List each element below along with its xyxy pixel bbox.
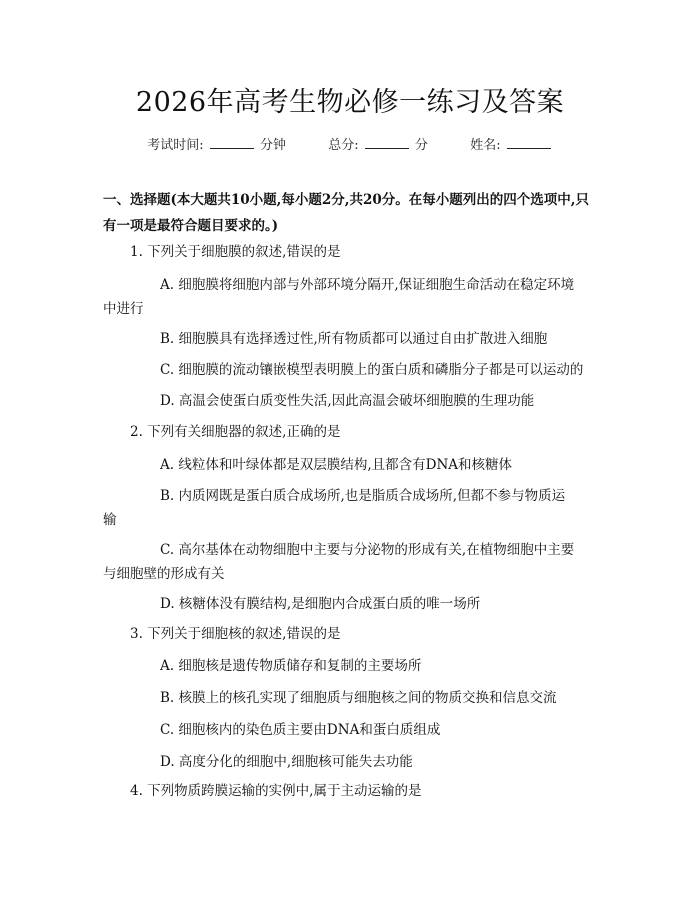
question-1-stem: 1. 下列关于细胞膜的叙述,错误的是 [130,244,341,260]
question-4-stem: 4. 下列物质跨膜运输的实例中,属于主动运输的是 [130,783,422,799]
exam-name [470,138,553,153]
page-title: 2026年高考生物必修一练习及答案 [135,87,565,118]
time-unit: 分钟 [259,138,286,153]
question-3-option-c: C. 细胞核内的染色质主要由DNA和蛋白质组成 [160,722,441,738]
question-3-option-b: B. 核膜上的核孔实现了细胞质与细胞核之间的物质交换和信息交流 [160,690,557,706]
score-unit: 分 [414,138,428,153]
section-heading-choice: 一、选择题(本大题共10小题,每小题2分,共20分。在每小题列出的四个选项中,只有一项是最符合题目要求的。) [103,192,589,234]
question-2-option-b-cont: 输 [103,512,117,528]
time-blank [210,138,254,149]
question-2-option-d: D. 核糖体没有膜结构,是细胞内合成蛋白质的唯一场所 [160,596,481,612]
name-blank [507,138,551,149]
question-3-stem: 3. 下列关于细胞核的叙述,错误的是 [130,626,341,642]
exam-time [147,138,290,153]
question-1-option-a-cont: 中进行 [103,301,144,317]
question-2-option-a: A. 线粒体和叶绿体都是双层膜结构,且都含有DNA和核糖体 [160,457,513,473]
time-label: 考试时间: [147,138,204,153]
name-label: 姓名: [470,138,501,153]
question-2-option-c: C. 高尔基体在动物细胞中主要与分泌物的形成有关,在植物细胞中主要 [160,542,575,558]
question-1-option-d: D. 高温会使蛋白质变性失活,因此高温会破坏细胞膜的生理功能 [160,393,535,409]
exam-score [328,138,432,153]
question-2-option-c-cont: 与细胞壁的形成有关 [103,566,225,582]
question-3-option-d: D. 高度分化的细胞中,细胞核可能失去功能 [160,754,413,770]
question-1-option-c: C. 细胞膜的流动镶嵌模型表明膜上的蛋白质和磷脂分子都是可以运动的 [160,362,584,378]
score-blank [365,138,409,149]
question-3-option-a: A. 细胞核是遗传物质储存和复制的主要场所 [160,658,422,674]
question-1-option-a: A. 细胞膜将细胞内部与外部环境分隔开,保证细胞生命活动在稳定环境 [160,277,575,293]
score-label: 总分: [328,138,359,153]
question-1-option-b: B. 细胞膜具有选择透过性,所有物质都可以通过自由扩散进入细胞 [160,331,548,347]
question-2-stem: 2. 下列有关细胞器的叙述,正确的是 [130,424,341,440]
question-2-option-b: B. 内质网既是蛋白质合成场所,也是脂质合成场所,但都不参与物质运 [160,488,566,504]
exam-meta [0,134,700,153]
